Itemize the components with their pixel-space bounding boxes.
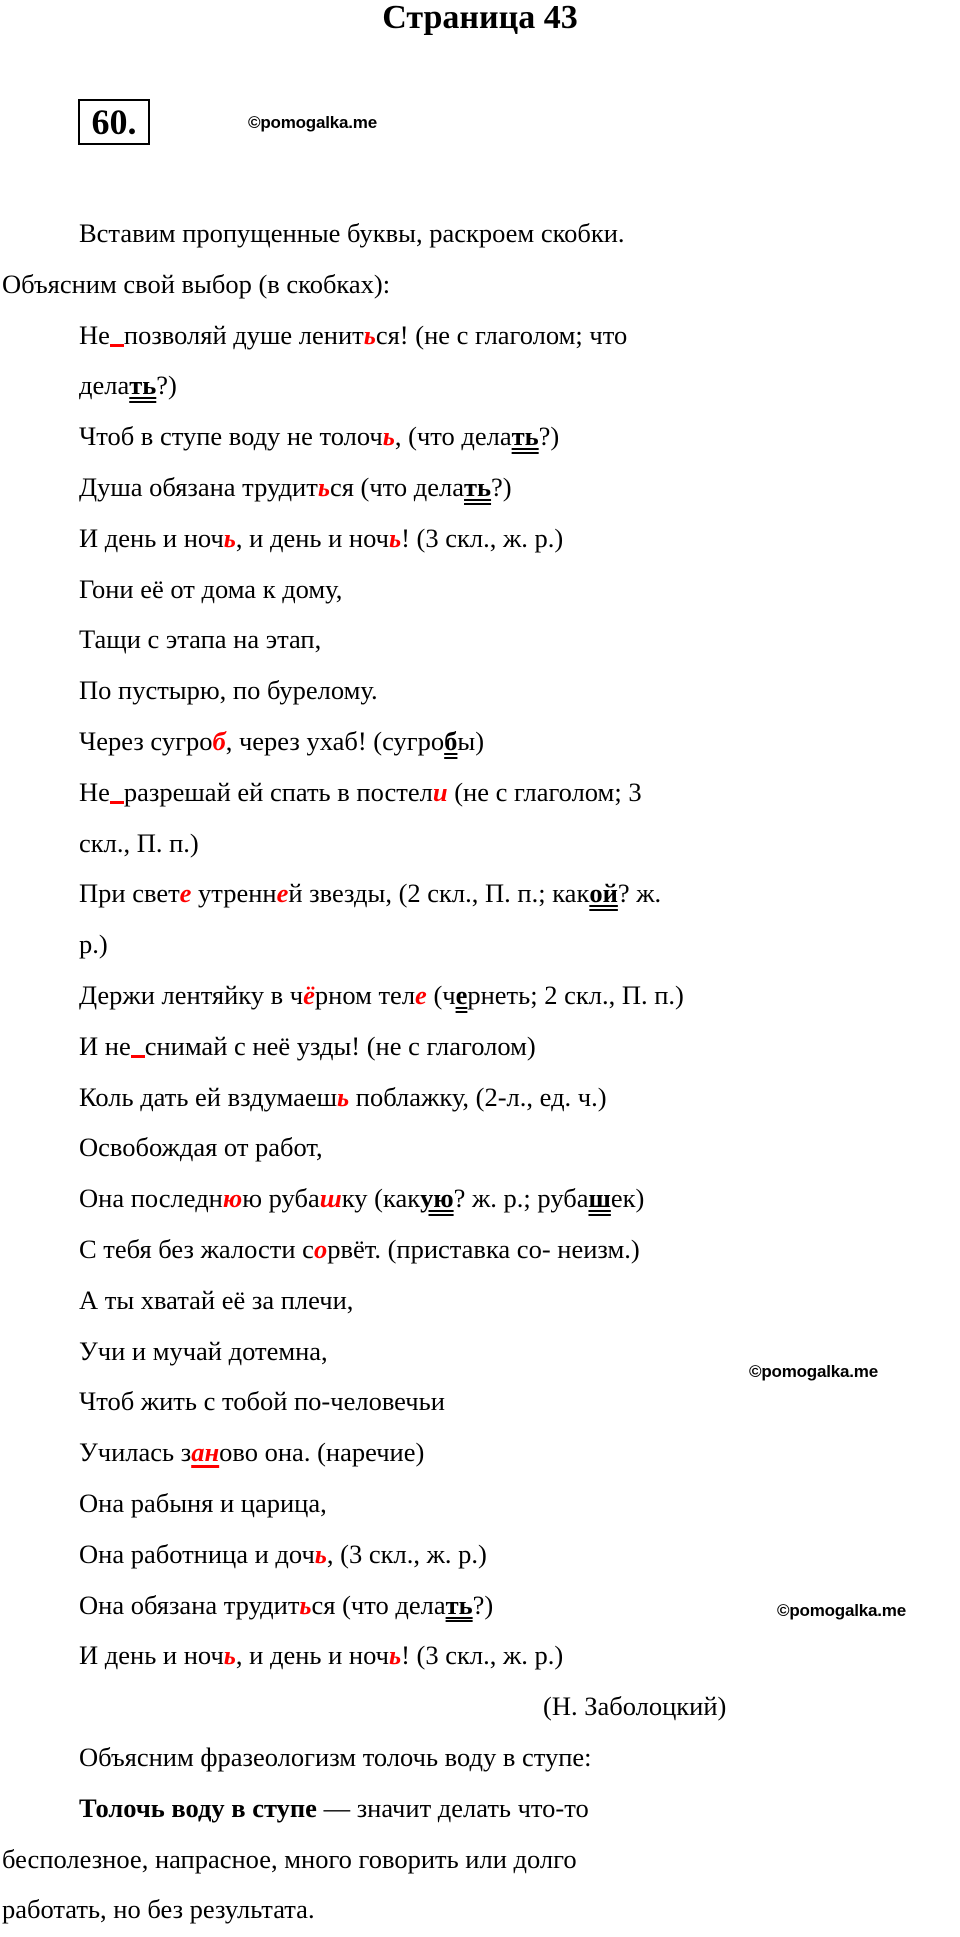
text-segment: А ты хватай её за плечи, (79, 1284, 354, 1315)
inserted-letter: ь (299, 1589, 312, 1620)
check-letters: ть (445, 1589, 473, 1620)
text-segment: снимай с неё узды! (не с глаголом) (144, 1030, 536, 1061)
watermark-middle: ©pomogalka.me (749, 1362, 878, 1381)
text-segment: Держи лентяйку в ч (79, 979, 304, 1010)
inserted-letter: ю (222, 1183, 243, 1214)
poem-line (0, 411, 960, 462)
inserted-letter: ь (317, 471, 330, 502)
poem-block (0, 310, 960, 1682)
poem-line (0, 462, 960, 513)
text-segment: дела (79, 370, 130, 401)
text-segment: , и день и ноч (235, 522, 389, 553)
inserted-letter: е (276, 878, 289, 909)
inserted-letter: б (212, 725, 226, 756)
text-segment: И не (79, 1030, 131, 1061)
inserted-letter: е (179, 878, 192, 909)
text-segment: ?) (538, 421, 560, 452)
text-segment: С тебя без жалости с (79, 1233, 314, 1264)
text-segment: Она последн (79, 1183, 223, 1214)
explanation-intro: Объясним фразеологизм толочь воду в ступе: (79, 1741, 592, 1772)
idiom-term: Толочь воду в ступе (79, 1792, 317, 1823)
text-segment: (не с глаголом; 3 (447, 776, 642, 807)
inserted-letter: о (313, 1233, 328, 1264)
separate-spelling-mark (110, 343, 124, 347)
text-segment: ся (что дела (329, 471, 465, 502)
text-segment: рном тел (314, 979, 416, 1010)
poem-line (0, 1224, 960, 1275)
text-segment: , и день и ноч (235, 1640, 389, 1671)
poem-author: (Н. Заболоцкий) (543, 1691, 727, 1722)
text-segment: Душа обязана трудит (79, 471, 318, 502)
inserted-letter: ё (303, 979, 315, 1010)
text-segment: Через сугро (79, 725, 213, 756)
text-segment: й звезды, (2 скл., П. п.; как (288, 878, 590, 909)
text-segment: , (что дела (394, 421, 512, 452)
poem-line (0, 1326, 960, 1377)
text-segment: По пустырю, по бурелому. (79, 675, 378, 706)
text-segment: скл., П. п.) (79, 827, 199, 858)
text-segment: ово она. (наречие) (219, 1437, 425, 1468)
poem-line (0, 614, 960, 665)
poem-line (0, 1529, 960, 1580)
text-segment: (ч (426, 979, 456, 1010)
text-segment: ю руба (242, 1183, 320, 1214)
text-segment: Училась з (79, 1437, 192, 1468)
text-segment: ек) (610, 1183, 645, 1214)
check-letters: ш (588, 1183, 611, 1214)
text-segment: Чтоб в ступе воду не толоч (79, 421, 383, 452)
text-segment: Не (79, 319, 110, 350)
check-letters: б (444, 725, 458, 756)
text-segment: Она обязана трудит (79, 1589, 300, 1620)
inserted-letter: ь (363, 319, 376, 350)
poem-line (0, 1478, 960, 1529)
text-segment: разрешай ей спать в постел (123, 776, 433, 807)
poem-line (0, 665, 960, 716)
watermark-top: ©pomogalka.me (248, 113, 377, 132)
text-segment: р.) (79, 929, 108, 960)
poem-line (0, 716, 960, 767)
inserted-letter: ш (319, 1183, 342, 1214)
explanation-definition-line-3: работать, но без результата. (2, 1894, 315, 1925)
text-segment: Чтоб жить с тобой по-человечьи (79, 1386, 445, 1417)
text-segment: ся (что дела (311, 1589, 446, 1620)
poem-line (0, 513, 960, 564)
text-segment: ! (3 скл., ж. р.) (401, 522, 564, 553)
inserted-letter: ь (388, 522, 402, 553)
poem-line (0, 1021, 960, 1072)
text-segment: т (352, 319, 364, 350)
intro-line-1: Вставим пропущенные буквы, раскроем скобки. (79, 218, 625, 248)
poem-line (0, 360, 960, 411)
text-segment: рвёт. (приставка со- неизм.) (327, 1233, 640, 1264)
poem-line (0, 868, 960, 919)
text-segment: Коль дать ей вздумаеш (79, 1081, 338, 1112)
poem-line (0, 818, 960, 869)
text-segment: И день и ноч (79, 1640, 224, 1671)
text-segment: Она рабыня и царица, (79, 1487, 327, 1518)
definition-text: — значит делать что-то (316, 1792, 589, 1823)
exercise-content (0, 208, 960, 1935)
inserted-letter: е (415, 979, 427, 1010)
text-segment: рнеть; 2 скл., П. п.) (467, 979, 684, 1010)
text-segment: ?) (156, 370, 177, 401)
text-segment: ? ж. (617, 878, 662, 909)
text-segment: Тащи с этапа на этап, (79, 624, 322, 655)
inserted-letter: ь (388, 1640, 402, 1671)
text-segment: Освобождая от работ, (79, 1132, 323, 1163)
text-segment: , через ухаб! (сугро (225, 725, 445, 756)
explanation-definition-line-2: бесполезное, напрасное, много говорить или долго (2, 1843, 577, 1874)
check-letters: ть (129, 370, 157, 401)
check-letters: ую (420, 1183, 454, 1214)
poem-line (0, 1173, 960, 1224)
poem-line (0, 1275, 960, 1326)
text-segment: ку (как (341, 1183, 421, 1214)
poem-line (0, 919, 960, 970)
check-letters: ой (589, 878, 618, 909)
inserted-letter: ь (382, 421, 395, 452)
inserted-letter-underlined: ан (191, 1437, 220, 1468)
text-segment: ся! (не с глаголом; что (375, 319, 628, 350)
inserted-letter: ь (314, 1538, 327, 1569)
task-number-badge: 60. (78, 99, 150, 145)
text-segment: утренн (191, 878, 277, 909)
explanation-definition-line-1 (0, 1783, 960, 1834)
separate-spelling-mark (131, 1054, 145, 1058)
poem-line (0, 970, 960, 1021)
check-letters: ть (464, 471, 492, 502)
text-segment: ?) (491, 471, 512, 502)
inserted-letter: ь (223, 522, 236, 553)
text-segment: , (3 скл., ж. р.) (326, 1538, 487, 1569)
text-segment: ? ж. р.; руба (453, 1183, 589, 1214)
page-title: Страница 43 (382, 0, 578, 36)
text-segment: При свет (79, 878, 180, 909)
text-segment: Она работница и доч (79, 1538, 315, 1569)
text-segment: ! (3 скл., ж. р.) (401, 1640, 564, 1671)
inserted-letter: ь (223, 1640, 236, 1671)
poem-line (0, 1072, 960, 1123)
text-segment: поблажку, (2-л., ед. ч.) (349, 1081, 607, 1112)
poem-line (0, 1376, 960, 1427)
text-segment: Учи и мучай дотемна, (79, 1335, 328, 1366)
text-segment: Гони её от дома к дому, (79, 573, 343, 604)
text-segment: позволяй душе лени (123, 319, 353, 350)
text-segment: ы) (457, 725, 485, 756)
poem-line (0, 1427, 960, 1478)
check-letters: ть (511, 421, 539, 452)
poem-line (0, 767, 960, 818)
watermark-bottom: ©pomogalka.me (777, 1601, 906, 1620)
poem-line (0, 1630, 960, 1681)
separate-spelling-mark (110, 800, 124, 804)
poem-line (0, 310, 960, 361)
poem-line (0, 564, 960, 615)
text-segment: Не (79, 776, 110, 807)
inserted-letter: и (432, 776, 448, 807)
inserted-letter: ь (337, 1081, 350, 1112)
text-segment: И день и ноч (79, 522, 224, 553)
poem-line (0, 1580, 960, 1631)
text-segment: ?) (472, 1589, 494, 1620)
check-letters: е (455, 979, 468, 1010)
intro-line-2: Объясним свой выбор (в скобках): (2, 268, 391, 299)
poem-line (0, 1122, 960, 1173)
